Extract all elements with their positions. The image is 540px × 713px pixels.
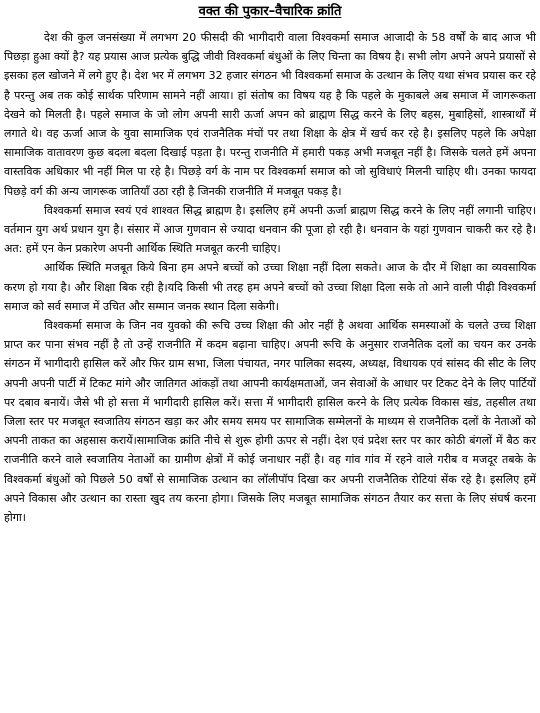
paragraph-2: विश्वकर्मा समाज स्वयं एवं शाश्वत सिद्ध ब्राह्मण है। इसलिए हमें अपनी ऊर्जा ब्राह्मण सिद्ध करने के लिए नहीं लगानी चाहिए। वर्तमान युग अर्थ प्रधान युग है। संसार में आज गुणवान से ज्यादा धनवान की पूजा हो रही है। धनवान के यहां गुणवान चाकरी कर रहे है। अत: हमें एन केन प्रकारेण अपनी आर्थिक स्थिति मजबूत करनी चाहिए। xyxy=(4,203,536,256)
document-title: वक्त की पुकार–वैचारिक क्रांति xyxy=(198,4,342,19)
paragraph-3: आर्थिक स्थिति मजबूत किये बिना हम अपने बच्चों को उच्चा शिक्षा नहीं दिला सकते। आज के दौर में शिक्षा का व्यवसायिक करण हो गया है। और शिक्षा बिक रही है।यदि किसी भी तरह हम अपने बच्चों को उच्चा शिक्षा दिला सके तो आने वाली पीढ़ी विश्वकर्मा समाज को सर्व समाज में उचित और सम्मान जनक स्थान दिला सकेगी। xyxy=(4,261,536,313)
article-body xyxy=(4,28,536,527)
paragraph-4: विश्वकर्मा समाज के जिन नव युवको की रूचि उच्च शिक्षा की ओर नहीं है अथवा आर्थिक समस्याओं के चलते उच्च शिक्षा प्राप्त कर पाना संभव नहीं है तो उन्हें राजनीति में कदम बढ़ाना चाहिए। अपनी रूचि के अनुसार राजनैतिक दलों का चयन कर उनके संगठन में भागीदारी हासिल करें और फिर ग्राम सभा, जिला पंचायत, नगर पालिका सदस्य, अध्यक्ष, विधायक एवं सांसद की सीट के लिए अपनी अपनी पार्टी में टिकट मांगे और जातिगत आंकड़ों तथा आपनी कार्यक्षमताओं, जन सेवाओं के आधार पर टिकट देने के लिए पार्टियों पर दबाव बनायें। जैसे भी हो सत्ता में भागीदारी हासिल करें। सत्ता में भागीदारी हासिल करने के लिए प्रत्येक विकास खंड, तहसील तथा जिला स्तर पर मजबूत स्वजातिय संगठन खड़ा कर और समय समय पर सामाजिक सम्मेलनों के माध्यम से राजनैतिक दलों के नेताओं को अपनी ताकत का अहसास करायें।सामाजिक क्रांति नीचे से शुरू होगी ऊपर से नहीं। देश एवं प्रदेश स्तर पर कार कोठी बंगलों में बैठ कर राजनीति करने वाले स्वजातिय नेताओं का ग्रामीण क्षेत्रों में कोई जनाधार नहीं है। वह गांव गांव में रहने वाले गरीब व मजदूर तबके के विश्वकर्मा बंधुओं को पिछले 50 वर्षों से सामाजिक उत्थान का लॉलीपॉप दिखा कर अपनी राजनैतिक रोटियां सेंक रहे है। इसलिए हमें अपने विकास और उत्थान का रास्ता खुद तय करना होगा। जिसके लिए मजबूत सामाजिक संगठन तैयार कर सत्ता के लिए संघर्ष करना होगा। xyxy=(4,319,536,525)
paragraph-1: देश की कुल जनसंख्या में लगभग 20 फीसदी की भागीदारी वाला विश्वकर्मा समाज आजादी के 58 वर्षों के बाद आज भी पिछड़ा हुआ क्यों है? यह प्रयास आज प्रत्येक बुद्धि जीवी विश्वकर्मा बंधुओं के लिए चिन्ता का विषय है। सभी लोग अपने अपने प्रयासों से इसका हल खोजने में लगे हुए है। देश भर में लगभग 32 हजार संगठन भी विश्वकर्मा समाज के उत्थान के लिए यथा संभव प्रयास कर रहे है परन्तु अब तक कोई सार्थक परिणाम सामने नहीं आया। हां संतोष का विषय यह है कि पहले के मुकाबले अब समाज में जागरूकता देखने को मिलती है। पहले समाज के जो लोग अपनी सारी ऊर्जा अपन को ब्राह्मण सिद्ध करने के लिए बहस, मुबाहिसों, शास्त्रार्थों में लगाते थे। वह ऊर्जा आज के युवा सामाजिक एवं राजनैतिक मंचों पर तथा शिक्षा के क्षेत्र में खर्च कर रहे है। इसलिए पहले कि अपेक्षा सामाजिक वातावरण कुछ बदला बदला दिखाई पड़ता है। परन्तु राजनीति में हमारी पकड़ अभी मजबूत नहीं है। जिसके चलते हमें अपना वास्तविक अधिकार भी नहीं मिल पा रहे है। पिछड़े वर्ग के नाम पर विश्वकर्मा समाज को जो सुविधाएं मिलनी चाहिए थी। उनका फायदा पिछड़े वर्ग की अन्य जागरूक जातियाँ उठा रही है जिनकी राजनीति में मजबूत पकड़ है। xyxy=(4,31,536,198)
